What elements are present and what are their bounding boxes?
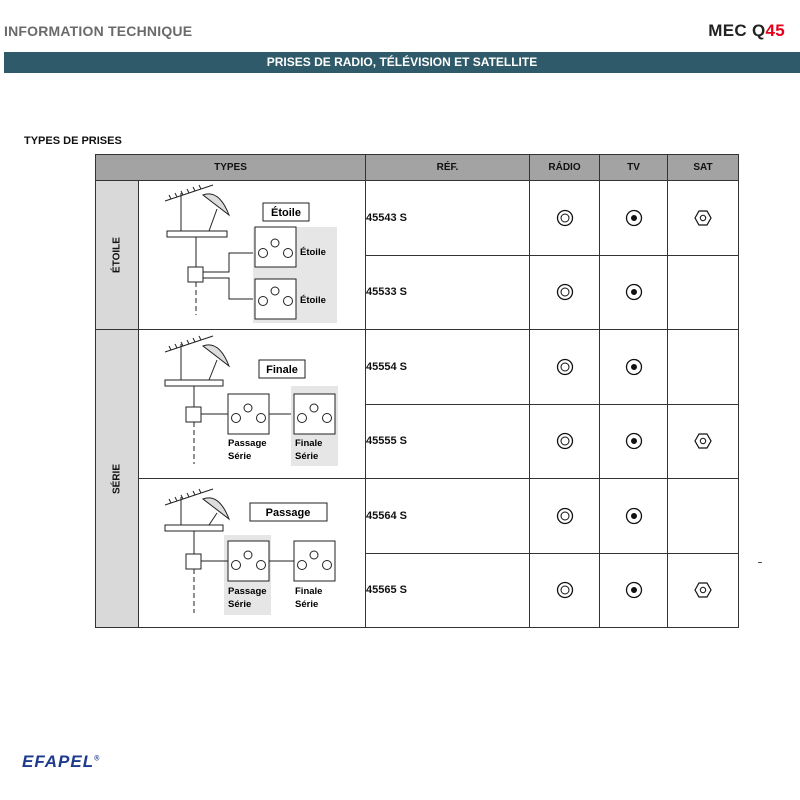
splitter-box (186, 407, 201, 422)
tv-socket-icon (624, 431, 644, 451)
product-code (708, 21, 785, 41)
sat-socket-icon (691, 580, 715, 600)
radio-socket-icon (555, 580, 575, 600)
diagram-passage (139, 479, 366, 628)
radio-cell (530, 181, 600, 256)
radio-socket-icon (555, 506, 575, 526)
distributor-bar (167, 231, 227, 237)
group-etoile (96, 181, 139, 330)
outlet-finale-label-1: Finale (295, 586, 323, 597)
header-sat: SAT (668, 155, 739, 181)
ref-cell: 45554 S (366, 330, 530, 405)
tv-socket-icon (624, 282, 644, 302)
ref-cell: 45564 S (366, 479, 530, 554)
sat-socket-icon (691, 431, 715, 451)
radio-socket-icon (555, 208, 575, 228)
radio-cell (530, 255, 600, 330)
passage-type-label: Passage (265, 507, 311, 519)
tv-cell (600, 181, 668, 256)
logo-mark: ® (94, 755, 101, 763)
etoile-wiring-diagram (139, 181, 365, 326)
outlet-etoile-2-label: Étoile (300, 295, 326, 306)
table-header-row (96, 155, 739, 181)
tv-socket-icon (624, 357, 644, 377)
tv-cell (600, 479, 668, 554)
satellite-dish-icon (203, 498, 229, 525)
group-label-serie: SÉRIE (111, 463, 123, 494)
tv-cell (600, 330, 668, 405)
tv-socket-icon (624, 580, 644, 600)
outlet-passage-label-2: Série (228, 451, 252, 462)
header-radio: RÁDIO (530, 155, 600, 181)
efapel-logo (22, 752, 100, 772)
group-serie (96, 330, 139, 628)
types-table (95, 154, 739, 628)
satellite-dish-icon (203, 345, 229, 380)
antenna-icon (165, 489, 213, 525)
radio-socket-icon (555, 431, 575, 451)
outlet-finale-label-2: Série (295, 599, 319, 610)
tv-cell (600, 255, 668, 330)
etoile-type-label: Étoile (271, 207, 301, 219)
antenna-icon (165, 185, 213, 231)
table-row (96, 181, 739, 256)
title-bar: PRISES DE RADIO, TÉLÉVISION ET SATELLITE (4, 52, 800, 73)
splitter-box (188, 267, 203, 282)
group-label-etoile: ÉTOILE (111, 237, 123, 273)
header-ref: RÉF. (366, 155, 530, 181)
tv-socket-icon (624, 208, 644, 228)
diagram-etoile (139, 181, 366, 330)
antenna-icon (165, 336, 213, 380)
tv-cell (600, 404, 668, 479)
header-types: TYPES (96, 155, 366, 181)
radio-cell (530, 404, 600, 479)
tv-cell (600, 553, 668, 628)
splitter-box (186, 554, 201, 569)
radio-socket-icon (555, 357, 575, 377)
radio-socket-icon (555, 282, 575, 302)
diagram-finale (139, 330, 366, 479)
sat-cell (668, 181, 739, 256)
satellite-dish-icon (203, 194, 229, 231)
product-code-prefix: MEC Q (708, 21, 766, 40)
sat-cell-empty (668, 255, 739, 330)
section-title: TYPES DE PRISES (24, 135, 122, 147)
table-row (96, 479, 739, 554)
sat-cell-empty (668, 330, 739, 405)
product-code-accent: 45 (765, 21, 785, 40)
outlet-passage-label-1: Passage (228, 438, 267, 449)
radio-cell (530, 330, 600, 405)
ref-cell: 45533 S (366, 255, 530, 330)
outlet-finale-label-2: Série (295, 451, 319, 462)
outlet-etoile-1-label: Étoile (300, 247, 326, 258)
margin-mark (758, 562, 762, 563)
tv-socket-icon (624, 506, 644, 526)
radio-cell (530, 553, 600, 628)
logo-text: EFAPEL (22, 752, 95, 771)
outlet-passage-label-1: Passage (228, 586, 267, 597)
ref-cell: 45543 S (366, 181, 530, 256)
distributor-bar (165, 525, 223, 531)
document-category: INFORMATION TECHNIQUE (4, 23, 193, 39)
sat-cell (668, 404, 739, 479)
finale-wiring-diagram (139, 330, 365, 475)
distributor-bar (165, 380, 223, 386)
ref-cell: 45555 S (366, 404, 530, 479)
outlet-finale-label-1: Finale (295, 438, 323, 449)
sat-socket-icon (691, 208, 715, 228)
radio-cell (530, 479, 600, 554)
finale-type-label: Finale (266, 364, 298, 376)
header-tv: TV (600, 155, 668, 181)
ref-cell: 45565 S (366, 553, 530, 628)
sat-cell (668, 553, 739, 628)
sat-cell-empty (668, 479, 739, 554)
passage-wiring-diagram (139, 479, 365, 624)
table-row (96, 330, 739, 405)
outlet-passage-label-2: Série (228, 599, 252, 610)
